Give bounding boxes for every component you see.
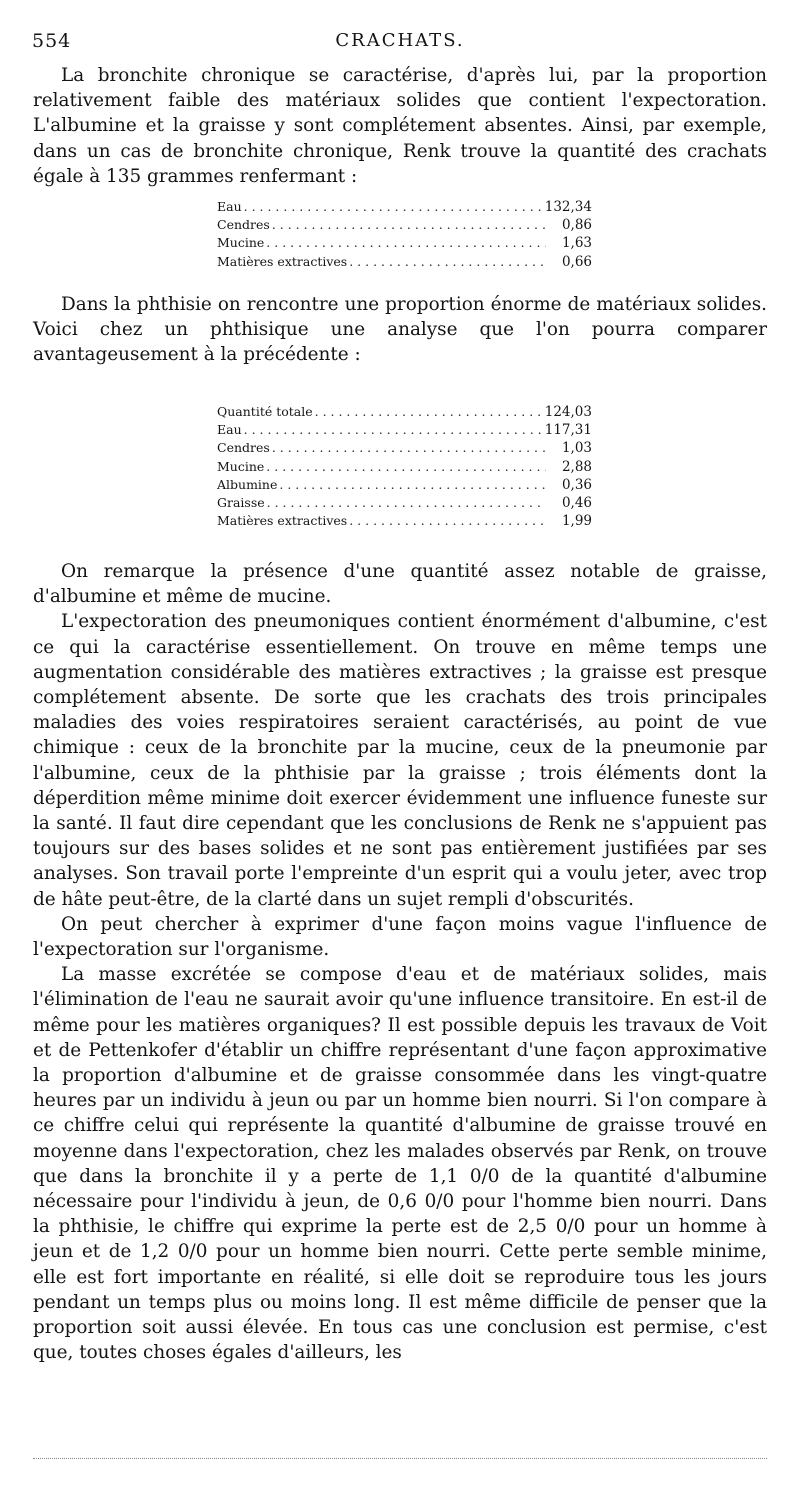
- table-row-label: Graisse: [217, 494, 265, 510]
- table-row-value: 1,99: [561, 513, 592, 530]
- table-row: [217, 512, 592, 530]
- leader-dots: [242, 421, 545, 439]
- table-row-label: Cendres: [217, 440, 270, 456]
- table-row-label: Eau: [217, 199, 242, 214]
- table-row-label: Albumine: [217, 476, 278, 492]
- leader-dots: [264, 458, 546, 476]
- footer-dotted-rule: [33, 1458, 767, 1459]
- table-row: [217, 494, 592, 512]
- leader-dots: [277, 476, 546, 494]
- table-row: [217, 234, 592, 252]
- leader-dots: [347, 253, 546, 271]
- table-row-value: 0,66: [561, 253, 592, 270]
- table-row: [217, 216, 592, 234]
- table-row-label: Cendres: [217, 217, 270, 233]
- leader-dots: [347, 512, 546, 530]
- page-number: 554: [32, 30, 72, 52]
- table-row-value: 0,46: [561, 494, 592, 511]
- paragraph: La masse excrétée se compose d'eau et de matériaux solides, mais l'élimination de l'eau ne saurait avoir qu'une influence transitoire. En est-il de même pour les matières organiques? Il est possible depuis les travaux de Voit et de Pettenkofer d'établir un chiffre représentant d'une façon approximative la proportion d'albumine et de graisse consommée dans les vingt-quatre heures par un individu à jeun ou par un homme bien nourri. Si l'on compare à ce chiffre celui qui représente la quantité d'albumine de graisse trouvé en moyenne dans l'expectoration, chez les malades observés par Renk, on trouve que dans la bronchite il y a perte de 1,1 0/0 de la quantité d'albumine nécessaire pour l'individu à jeun, de 0,6 0/0 pour l'homme bien nourri. Dans la phthisie, le chiffre qui exprime la perte est de 2,5 0/0 pour un homme à jeun et de 1,2 0/0 pour un homme bien nourri. Cette perte semble minime, elle est fort importante en réalité, si elle doit se reproduire tous les jours pendant un temps plus ou moins long. Il est même difficile de penser que la proportion soit aussi élevée. En tous cas une conclusion est permise, c'est que, toutes choses égales d'ailleurs, les: [33, 964, 767, 1364]
- paragraph: La bronchite chronique se caractérise, d'après lui, par la proportion relativement faible des matériaux solides que contient l'expectoration. L'albumine et la graisse y sont complétement absentes. Ainsi, par exemple, dans un cas de bronchite chronique, Renk trouve la quantité des crachats égale à 135 grammes renfermant :: [33, 65, 767, 187]
- analysis-table-phthisie: [217, 403, 592, 530]
- leader-dots: [270, 439, 546, 457]
- leader-dots: [265, 494, 546, 512]
- table-row: [217, 198, 592, 216]
- paragraph: L'expectoration des pneumoniques contient énormément d'albumine, c'est ce qui la caractérise essentiellement. On trouve en même temps une augmentation considérable des matières extractives ; la graisse est presque complétement absente. De sorte que les crachats des trois principales maladies des voies respiratoires seraient caractérisés, au point de vue chimique : ceux de la bronchite par la mucine, ceux de la pneumonie par l'albumine, ceux de la phthisie par la graisse ; trois éléments dont la déperdition même minime doit exercer évidemment une influence funeste sur la santé. Il faut dire cependant que les conclusions de Renk ne s'appuient pas toujours sur des bases solides et ne sont pas entièrement justifiées par ses analyses. Son travail porte l'empreinte d'un esprit qui a voulu jeter, avec trop de hâte peut-être, de la clarté dans un sujet rempli d'obscurités.: [33, 611, 767, 910]
- table-row: [217, 458, 592, 476]
- table-row-value: 1,63: [561, 235, 592, 252]
- leader-dots: [242, 198, 545, 216]
- leader-dots: [313, 403, 545, 421]
- table-row-value: 124,03: [544, 404, 592, 420]
- table-row: [217, 476, 592, 494]
- table-row-value: 2,88: [561, 458, 592, 475]
- page-header: [32, 30, 768, 56]
- table-row-value: 1,03: [561, 440, 592, 457]
- paragraph: On remarque la présence d'une quantité assez notable de graisse, d'albumine et même de mucine.: [33, 561, 767, 608]
- table-row-value: 0,86: [561, 217, 592, 234]
- table-row-label: Matières extractives: [217, 253, 348, 269]
- phthisie-paragraph-block: [33, 292, 767, 368]
- table-row-value: 132,34: [544, 199, 592, 215]
- table-row-value: 0,36: [561, 476, 592, 493]
- table-row: [217, 421, 592, 439]
- leader-dots: [270, 216, 546, 234]
- paragraph: Dans la phthisie on rencontre une proportion énorme de matériaux solides. Voici chez un phthisique une analyse que l'on pourra comparer avantageusement à la précédente :: [33, 294, 767, 366]
- intro-paragraph-block: [33, 63, 767, 189]
- table-row-label: Matières extractives: [217, 513, 348, 529]
- main-text-block: [33, 559, 767, 1366]
- paragraph: On peut chercher à exprimer d'une façon moins vague l'influence de l'expectoration sur l'organisme.: [33, 913, 767, 961]
- running-title: CRACHATS.: [335, 30, 465, 51]
- table-row: [217, 439, 592, 457]
- table-row-label: Mucine: [217, 458, 265, 474]
- table-row-label: Quantité totale: [217, 404, 313, 419]
- analysis-table-bronchite: [217, 198, 592, 271]
- leader-dots: [264, 234, 546, 252]
- table-row-value: 117,31: [544, 422, 592, 439]
- table-row: [217, 403, 592, 421]
- table-row-label: Mucine: [217, 235, 265, 251]
- table-row: [217, 253, 592, 271]
- table-row-label: Eau: [217, 422, 242, 438]
